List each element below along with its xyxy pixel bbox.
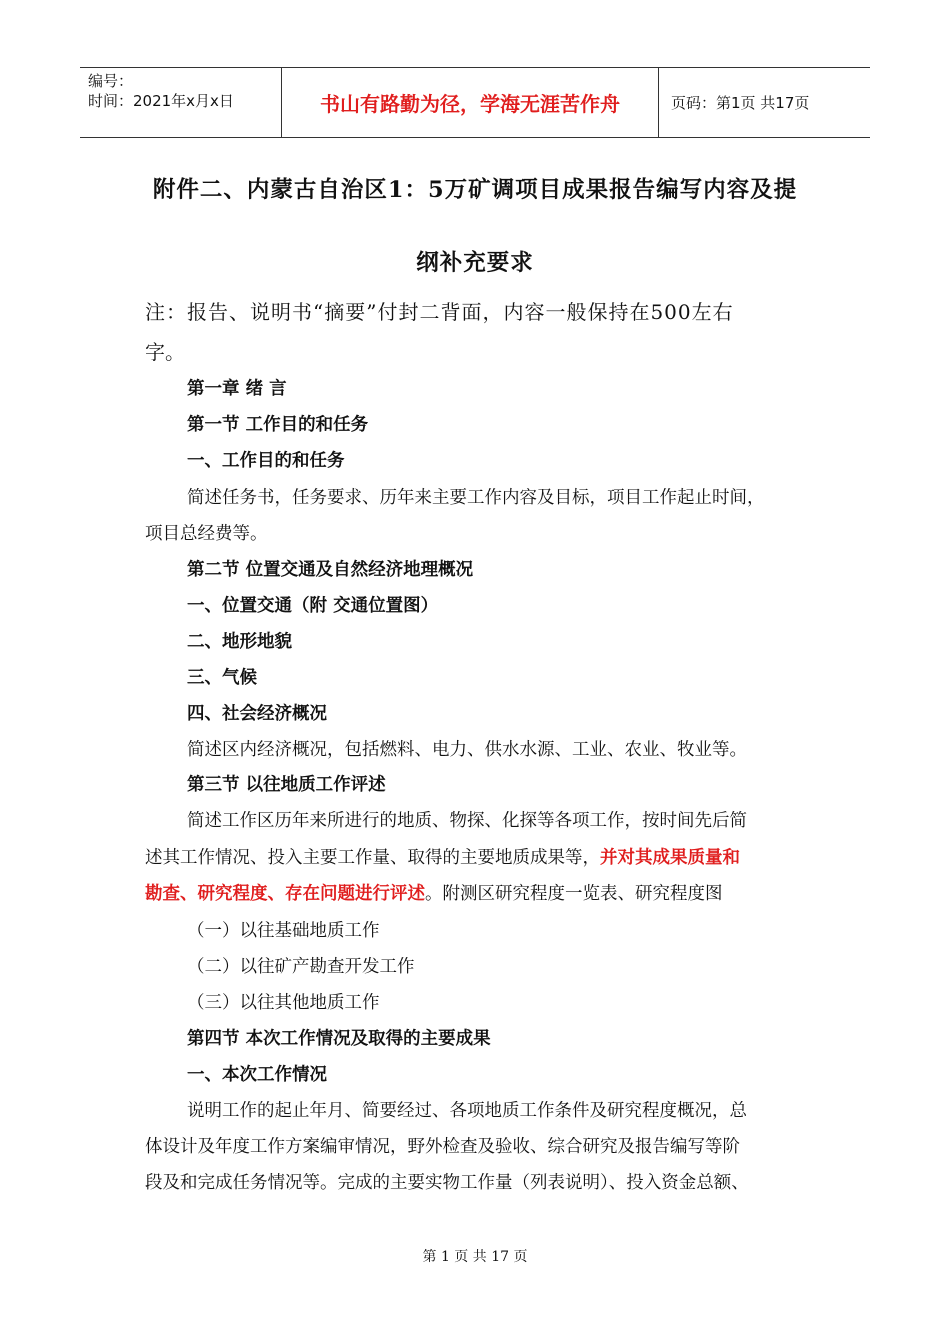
item-heading: 三、气候 [187, 668, 257, 688]
paragraph-line: 项目总经费等。 [145, 524, 268, 544]
section-heading-1: 第一节 工作目的和任务 [187, 415, 369, 435]
section-heading-3: 第三节 以往地质工作评述 [187, 775, 386, 795]
paragraph-line: 段及和完成任务情况等。完成的主要实物工作量（列表说明）、投入资金总额、 [145, 1173, 749, 1193]
sub-item: （二）以往矿产勘查开发工作 [187, 957, 415, 977]
date-label: 时间：2021年x月x日 [88, 92, 234, 110]
section-heading-4: 第四节 本次工作情况及取得的主要成果 [187, 1029, 491, 1049]
note-line1: 注：报告、说明书“摘要”付封二背面，内容一般保持在500左右 [145, 300, 734, 324]
paragraph-line [145, 844, 740, 869]
document-title-line1: 附件二、内蒙古自治区1：5万矿调项目成果报告编写内容及提 [152, 177, 798, 203]
paragraph-line: 简述任务书，任务要求、历年来主要工作内容及目标，项目工作起止时间， [187, 488, 765, 508]
item-heading: 四、社会经济概况 [187, 704, 327, 724]
section-heading-2: 第二节 位置交通及自然经济地理概况 [187, 560, 474, 580]
page-info: 页码：第1页 共17页 [671, 94, 810, 112]
number-label: 编号： [88, 72, 134, 90]
paragraph-line: 简述区内经济概况，包括燃料、电力、供水水源、工业、农业、牧业等。 [187, 740, 747, 760]
sub-item: （一）以往基础地质工作 [187, 921, 380, 941]
note-line2: 字。 [145, 340, 185, 364]
item-heading: 一、位置交通（附 交通位置图） [187, 596, 439, 616]
header-table [80, 67, 870, 138]
document-title-line2: 纲补充要求 [416, 250, 534, 276]
item-heading: 一、工作目的和任务 [187, 451, 345, 471]
motto: 书山有路勤为径，学海无涯苦作舟 [282, 68, 659, 137]
chapter-heading: 第一章 绪 言 [187, 379, 287, 399]
paragraph-line: 说明工作的起止年月、简要经过、各项地质工作条件及研究程度概况，总 [187, 1101, 747, 1121]
paragraph-text: 述其工作情况、投入主要工作量、取得的主要地质成果等， [145, 848, 600, 868]
paragraph-line: 体设计及年度工作方案编审情况，野外检查及验收、综合研究及报告编写等阶 [145, 1137, 740, 1157]
item-heading: 二、地形地貌 [187, 632, 292, 652]
paragraph-line: 简述工作区历年来所进行的地质、物探、化探等各项工作，按时间先后简 [187, 811, 747, 831]
sub-item: （三）以往其他地质工作 [187, 993, 380, 1013]
highlighted-text: 勘查、研究程度、存在问题进行评述 [145, 884, 425, 904]
item-heading: 一、本次工作情况 [187, 1065, 327, 1085]
header-meta [80, 68, 282, 137]
page-footer: 第 1 页 共 17 页 [422, 1249, 528, 1265]
paragraph-text: 。附测区研究程度一览表、研究程度图 [425, 884, 723, 904]
highlighted-text: 并对其成果质量和 [600, 848, 740, 868]
paragraph-line [145, 880, 723, 905]
